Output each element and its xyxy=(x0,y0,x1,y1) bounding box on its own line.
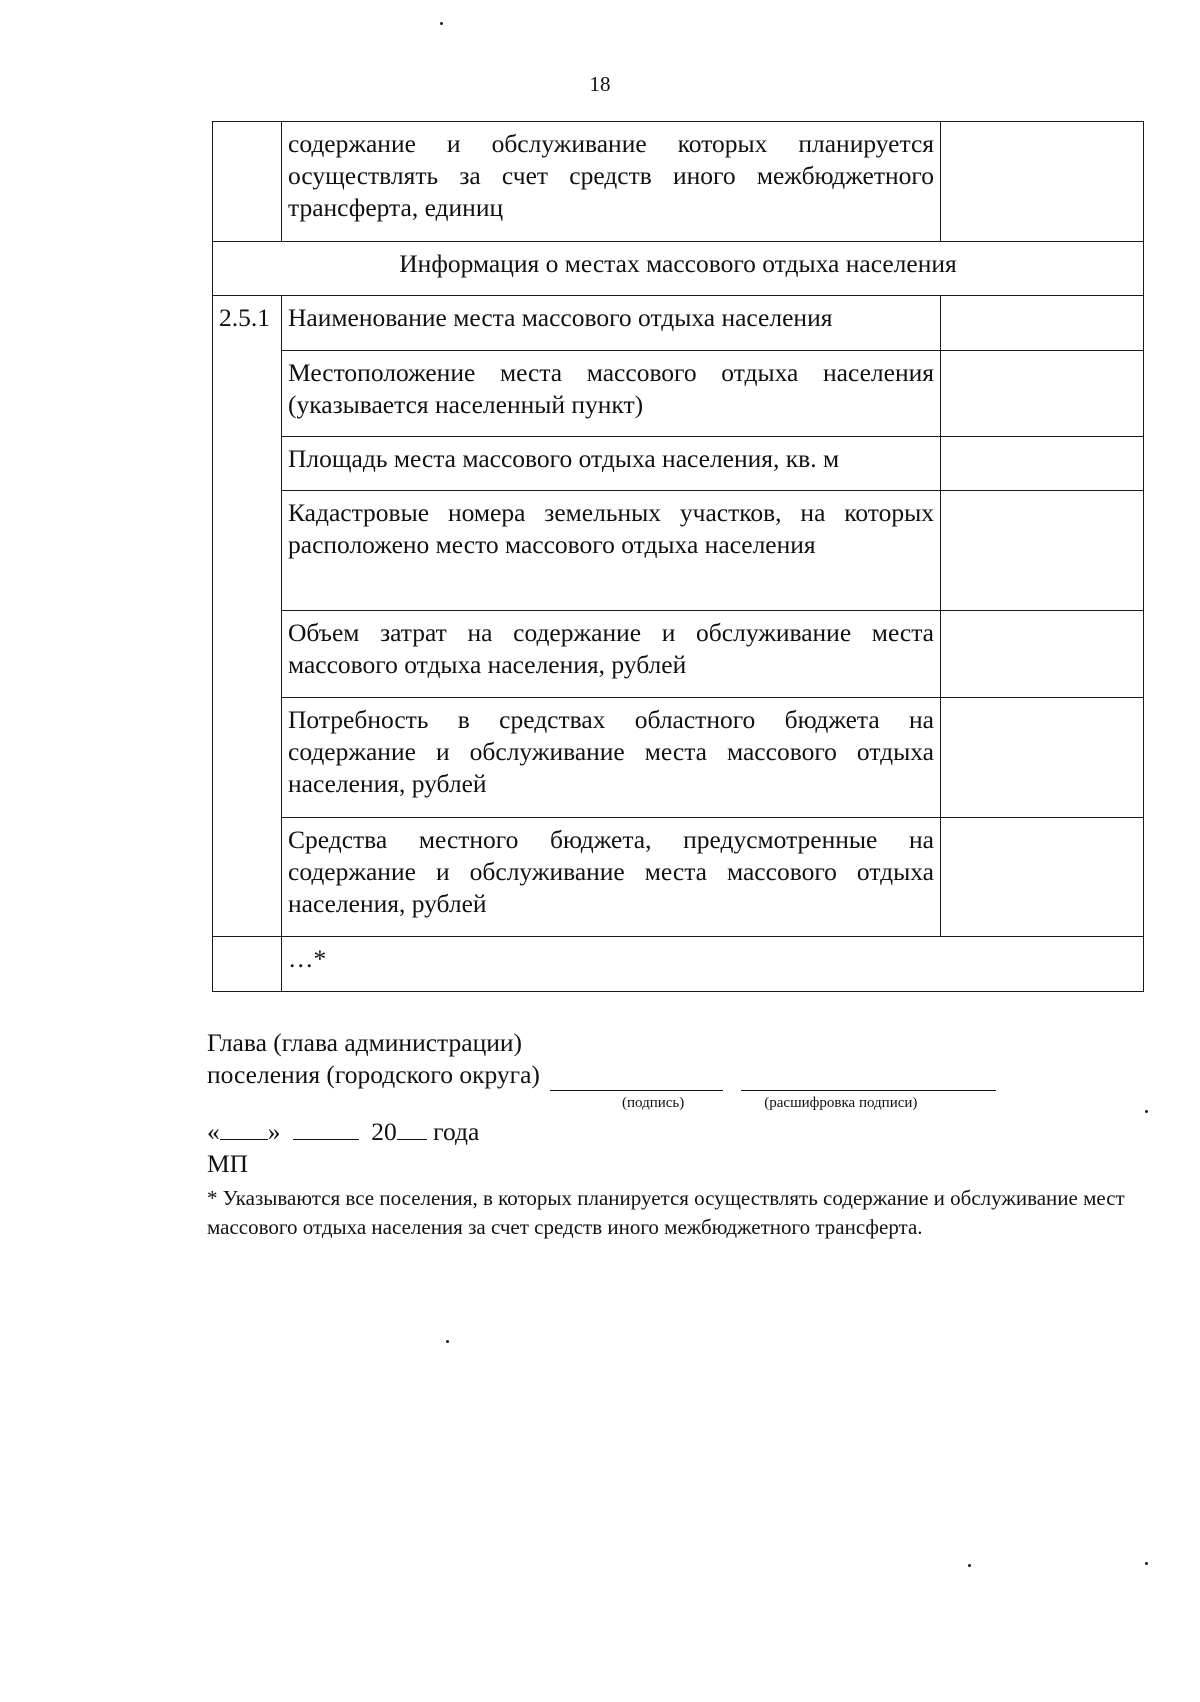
date-month-field[interactable] xyxy=(293,1117,359,1140)
table-row xyxy=(213,437,1144,491)
table-row xyxy=(213,611,1144,698)
row-label-name: Наименование места массового отдыха населения xyxy=(282,296,941,351)
signature-title-line2: поселения (городского округа) xyxy=(207,1060,540,1089)
scan-speck xyxy=(446,1340,449,1343)
table-row xyxy=(213,818,1144,937)
continuation-text: содержание и обслуживание которых планируется осуществлять за счет средств иного межбюджетного трансферта, единиц xyxy=(282,122,941,242)
row-label-costs: Объем затрат на содержание и обслуживание места массового отдыха населения, рублей xyxy=(282,611,941,698)
section-header-row xyxy=(213,242,1144,296)
date-row xyxy=(207,1116,1147,1148)
date-word: года xyxy=(433,1117,480,1146)
row-number-cell xyxy=(213,122,282,242)
table-row xyxy=(213,698,1144,818)
value-cell xyxy=(941,437,1144,491)
signature-decoding-field[interactable] xyxy=(741,1066,996,1091)
scan-speck xyxy=(968,1564,971,1567)
scan-speck xyxy=(1145,1562,1148,1565)
table-row xyxy=(213,491,1144,611)
row-label-local-budget: Средства местного бюджета, предусмотренные на содержание и обслуживание места массового отдыха населения, рублей xyxy=(282,818,941,937)
table-row xyxy=(213,351,1144,437)
table-row xyxy=(213,296,1144,351)
scan-speck xyxy=(1145,1110,1148,1113)
date-year-field[interactable] xyxy=(397,1117,427,1140)
date-close-quote: » xyxy=(267,1117,281,1146)
value-cell xyxy=(941,296,1144,351)
signature-field[interactable] xyxy=(550,1066,723,1091)
value-cell xyxy=(941,818,1144,937)
date-day-field[interactable] xyxy=(220,1117,268,1140)
stamp-label: МП xyxy=(207,1149,249,1178)
decoding-caption: (расшифровка подписи) xyxy=(764,1095,918,1111)
row-label-cadastral: Кадастровые номера земельных участков, на которых расположено место массового отдыха населения xyxy=(282,491,941,611)
row-label-regional-budget: Потребность в средствах областного бюджета на содержание и обслуживание места массового отдыха населения, рублей xyxy=(282,698,941,818)
signature-caption: (подпись) xyxy=(622,1095,685,1111)
value-cell xyxy=(941,491,1144,611)
signature-block xyxy=(207,1027,1147,1180)
form-table xyxy=(212,121,1144,992)
table-row xyxy=(213,937,1144,992)
value-cell xyxy=(941,698,1144,818)
value-cell xyxy=(941,351,1144,437)
value-cell xyxy=(941,122,1144,242)
row-label-location: Местоположение места массового отдыха населения (указывается населенный пункт) xyxy=(282,351,941,437)
date-open-quote: « xyxy=(207,1117,220,1146)
page-number: 18 xyxy=(589,72,611,96)
row-label-area: Площадь места массового отдыха населения, кв. м xyxy=(282,437,941,491)
scan-speck xyxy=(440,22,443,25)
signature-title-line1: Глава (глава администрации) xyxy=(207,1028,523,1057)
signature-captions xyxy=(207,1094,1147,1112)
table-row xyxy=(213,122,1144,242)
signature-title-row xyxy=(207,1059,1147,1091)
ellipsis-cell: …* xyxy=(282,937,1144,992)
date-year-prefix: 20 xyxy=(371,1117,397,1146)
item-number: 2.5.1 xyxy=(213,296,282,937)
section-header: Информация о местах массового отдыха населения xyxy=(213,242,1144,296)
footnote: * Указываются все поселения, в которых планируется осуществлять содержание и обслуживание мест массового отдыха населения за счет средств иного межбюджетного трансферта. xyxy=(207,1186,1125,1239)
value-cell xyxy=(941,611,1144,698)
row-number-cell xyxy=(213,937,282,992)
